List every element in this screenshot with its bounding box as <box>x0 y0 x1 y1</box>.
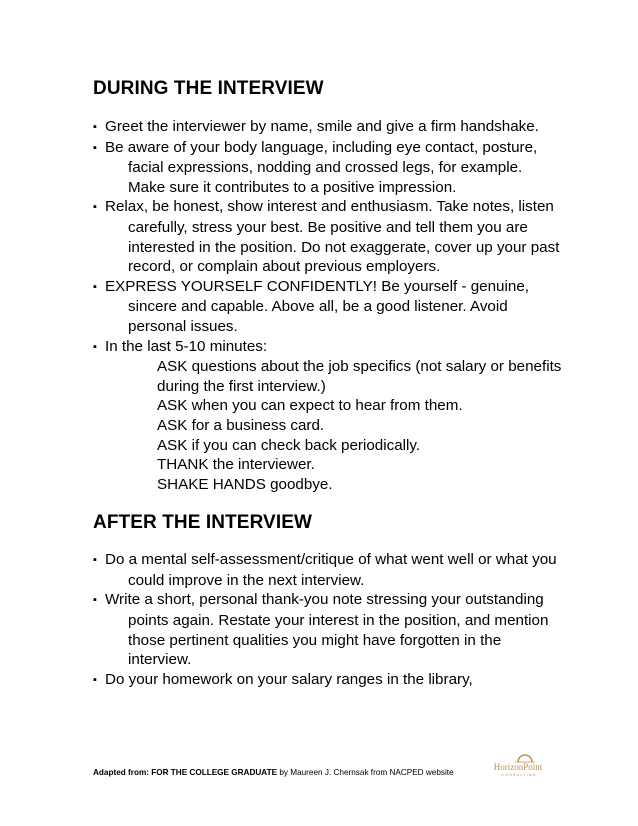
during-bullet-express <box>93 277 563 337</box>
subitem-ask-questions: ASK questions about the job specifics (not salary or benefits during the first interview.) <box>157 358 562 395</box>
after-bullet-text: Write a short, personal thank-you note stressing your outstanding points again. Restate your interest in the position, and mention those pertinent qualities you might have forgotten in the interview. <box>105 591 549 669</box>
bullet-marker: ▪ <box>93 280 97 293</box>
during-interview-heading: DURING THE INTERVIEW <box>93 78 324 99</box>
during-bullet-text: Be aware of your body language, including eye contact, posture, facial expressions, nodding and crossed legs, for example. Make sure it contributes to a positive impression. <box>105 138 538 196</box>
during-bullet-text: EXPRESS YOURSELF CONFIDENTLY! Be yourself - genuine, sincere and capable. Above all, be a good listener. Avoid personal issues. <box>105 277 529 335</box>
logo-main-text: HorizonPoint <box>493 762 543 772</box>
after-bullet-thank-you-note <box>93 590 563 669</box>
subitem-thank: THANK the interviewer. <box>157 456 315 474</box>
bullet-marker: ▪ <box>93 141 97 154</box>
bullet-marker: ▪ <box>93 121 97 133</box>
bullet-marker: ▪ <box>93 340 97 353</box>
during-bullet-text: Greet the interviewer by name, smile and give a firm handshake. <box>105 118 539 135</box>
document-content <box>93 78 563 690</box>
after-bullet-homework <box>93 670 563 691</box>
bullet-marker: ▪ <box>93 201 97 214</box>
footer-attribution-rest: by Maureen J. Chernsak from NACPED website <box>277 768 454 777</box>
horizonpoint-logo <box>488 748 548 778</box>
footer-attribution <box>93 768 454 777</box>
after-interview-heading: AFTER THE INTERVIEW <box>93 512 312 534</box>
subitem-shake-hands: SHAKE HANDS goodbye. <box>157 475 333 493</box>
bullet-marker: ▪ <box>93 594 97 607</box>
during-bullet-text: In the last 5-10 minutes: <box>105 337 268 355</box>
after-bullet-self-assessment <box>93 550 563 590</box>
during-bullet-relax <box>93 197 563 276</box>
last-minutes-subitems <box>93 357 563 494</box>
logo-sub-text: CONSULTING <box>501 773 537 777</box>
during-bullet-greet <box>93 117 563 138</box>
during-bullet-text: Relax, be honest, show interest and enthusiasm. Take notes, listen carefully, stress your best. Be positive and tell them you are interested in the position. Do not exaggerate, cover up your past record, or complain about previous employers. <box>105 198 560 276</box>
after-bullet-text: Do your homework on your salary ranges in the library, <box>105 670 473 688</box>
subitem-ask-check-back: ASK if you can check back periodically. <box>157 436 421 454</box>
footer-attribution-bold: Adapted from: FOR THE COLLEGE GRADUATE <box>93 768 278 777</box>
subitem-ask-when: ASK when you can expect to hear from them. <box>157 397 463 415</box>
subitem-ask-card: ASK for a business card. <box>157 416 325 434</box>
horizonpoint-logo-graphic <box>488 748 548 778</box>
after-bullet-text: Do a mental self-assessment/critique of what went well or what you could improve in the next interview. <box>105 551 557 589</box>
bullet-marker: ▪ <box>93 554 97 567</box>
bullet-marker: ▪ <box>93 673 97 686</box>
during-bullet-last-minutes <box>93 337 563 358</box>
during-bullet-body-language <box>93 138 563 198</box>
